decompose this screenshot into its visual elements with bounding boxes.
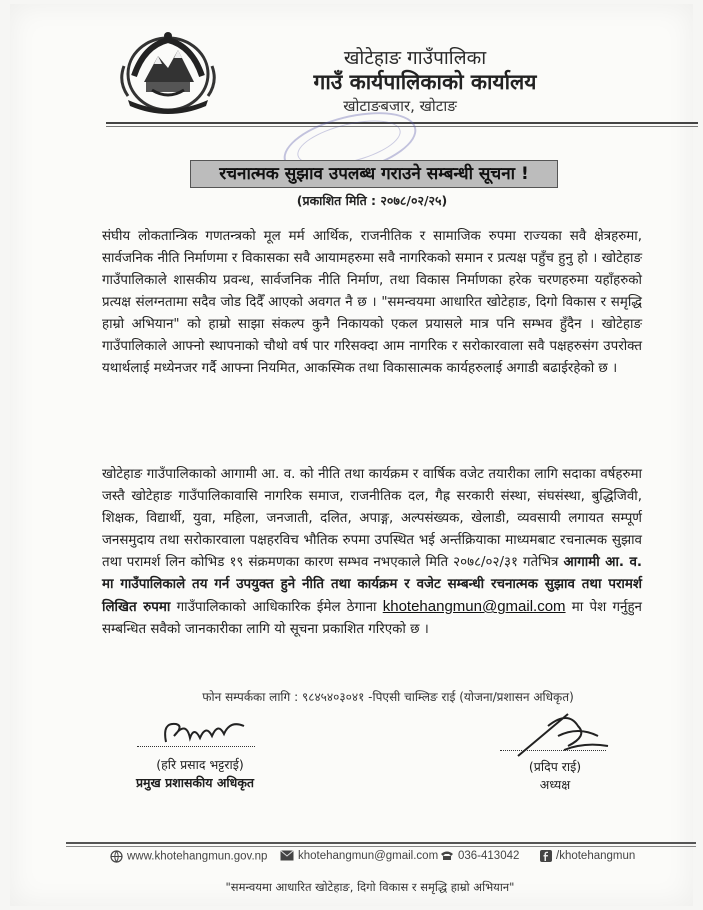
footer-facebook[interactable] <box>540 850 635 862</box>
footer-divider-thin <box>66 846 696 847</box>
para2-bold-text: आगामी आ. व. मा गाउँपालिकाले तय गर्न उपयुक्त हुने नीति तथा कार्यक्रम र वजेट सम्बन्धी रचनात्मक सुझाव तथा परामर्श लिखित रुपमा <box>102 555 643 615</box>
signatory-left-name: (हरि प्रसाद भट्टराई) <box>156 757 244 772</box>
footer-website[interactable] <box>110 850 267 863</box>
footer-divider <box>66 842 696 844</box>
email-link[interactable]: khotehangmun@gmail.com <box>382 598 566 615</box>
nepal-emblem-icon <box>114 26 222 118</box>
body-paragraph-1: संघीय लोकतान्त्रिक गणतन्त्रको मूल मर्म आर्थिक, राजनीतिक र सामाजिक रुपमा राज्यका सवै क्षेत्रहरुमा, सार्वजनिक नीति निर्माणमा र विकासका सवै आयामहरुमा सवै नागरिकको समान र प्रत्यक्ष पहुँच हुनु हो । खोटेहाङ गाउँपालिकाले शासकीय प्रवन्ध, सार्वजनिक नीति निर्माण, तथा विकास निर्माणका हरेक चरणहरुमा यहाँहरुको प्रत्यक्ष संलग्नतामा सदैव जोड दिदैँ आएको अवगत नै छ । "समन्वयमा आधारित खोटेहाङ, दिगो विकास र समृद्धि हाम्रो अभियान" को हाम्रो साझा संकल्प कुनै निकायको एकल प्रयासले मात्र पनि सम्भव हुँदैन । खोटेहाङ गाउँपालिकाले आफ्नो स्थापनाको चौथो वर्ष पार गरिसक्दा आम नागरिक र सरोकारवाला सवै पक्षहरुसंग उपरोक्त यथार्थलाई मध्येनजर गर्दै आफ्ना नियमित, आकस्मिक तथा विकासात्मक कार्यहरुलाई अगाडी बढाईरहेको छ । <box>102 229 642 376</box>
para2-text-b: गाउँपालिकाको आधिकारिक ईमेल ठेगाना <box>170 600 383 615</box>
footer-email-text: khotehangmun@gmail.com <box>298 850 439 862</box>
office-name: गाउँ कार्यपालिकाको कार्यालय <box>313 70 537 94</box>
footer-motto: "समन्वयमा आधारित खोटेहाङ, दिगो विकास र समृद्धि हाम्रो अभियान" <box>225 880 515 894</box>
signatory-right-title: अध्यक्ष <box>539 777 571 792</box>
body-paragraph-2 <box>102 464 642 674</box>
published-date: (प्रकाशित मिति : २०७८/०२/२५) <box>296 193 448 208</box>
notice-title: रचनात्मक सुझाव उपलब्ध गराउने सम्बन्धी सूचना ! <box>190 160 558 188</box>
footer-phone-text: 036-413042 <box>458 850 520 862</box>
footer-phone[interactable] <box>440 850 519 862</box>
footer-email[interactable] <box>280 850 438 862</box>
signature-line-right <box>500 750 606 751</box>
office-address: खोटाङबजार, खोटाङ <box>343 97 457 115</box>
para2-text-c: मा पेश गर्नुहुन सम्बन्धित सवैको जानकारीका लागि यो सूचना प्रकाशित गरिएको छ । <box>102 600 642 637</box>
signatory-right-name: (प्रदिप राई) <box>528 759 582 774</box>
envelope-icon <box>280 850 294 861</box>
footer-facebook-text: /khotehangmun <box>556 850 636 863</box>
signatory-left-title: प्रमुख प्रशासकीय अधिकृत <box>135 775 255 790</box>
footer-contacts <box>110 850 650 868</box>
telephone-icon <box>440 850 454 861</box>
signature-right <box>508 706 618 766</box>
notice-page <box>10 4 693 906</box>
facebook-icon <box>540 850 552 862</box>
para2-text-a: खोटेहाङ गाउँपालिकाको आगामी आ. व. को नीति तथा कार्यक्रम र वार्षिक वजेट तयारीका लागि सदाका वर्षहरुमा जस्तै खोटेहाङ गाउँपालिकावासि नागरिक समाज, राजनीतिक दल, गैह्र सरकारी संस्था, संघसंस्था, बुद्धिजिवी, शिक्षक, विद्यार्थी, युवा, महिला, जनजाती, दलित, अपाङ्ग, अल्पसंख्यक, खेलाडी, व्यवसायी लगायत सम्पूर्ण जनसमुदाय तथा सरोकारवाला पक्षहरविच भौतिक रुपमा उपस्थित भई अर्न्तक्रियाका माध्यमबाट रचनात्मक सुझाव तथा परामर्श लिन कोभिड १९ संक्रमणका कारण सम्भव नभएकाले मिति २०७८/०२/३१ गतेभित्र <box>102 467 642 570</box>
footer-website-text: www.khotehangmun.gov.np <box>127 850 268 863</box>
contact-line: फोन सम्पर्कका लागि : ९८४५४०३०४१ -पिएसी चाम्लिङ राई (योजना/प्रशासन अधिकृत) <box>202 690 574 704</box>
municipality-name: खोटेहाङ गाउँपालिका <box>343 47 487 69</box>
globe-icon <box>110 850 123 863</box>
signature-line-left <box>137 746 255 747</box>
